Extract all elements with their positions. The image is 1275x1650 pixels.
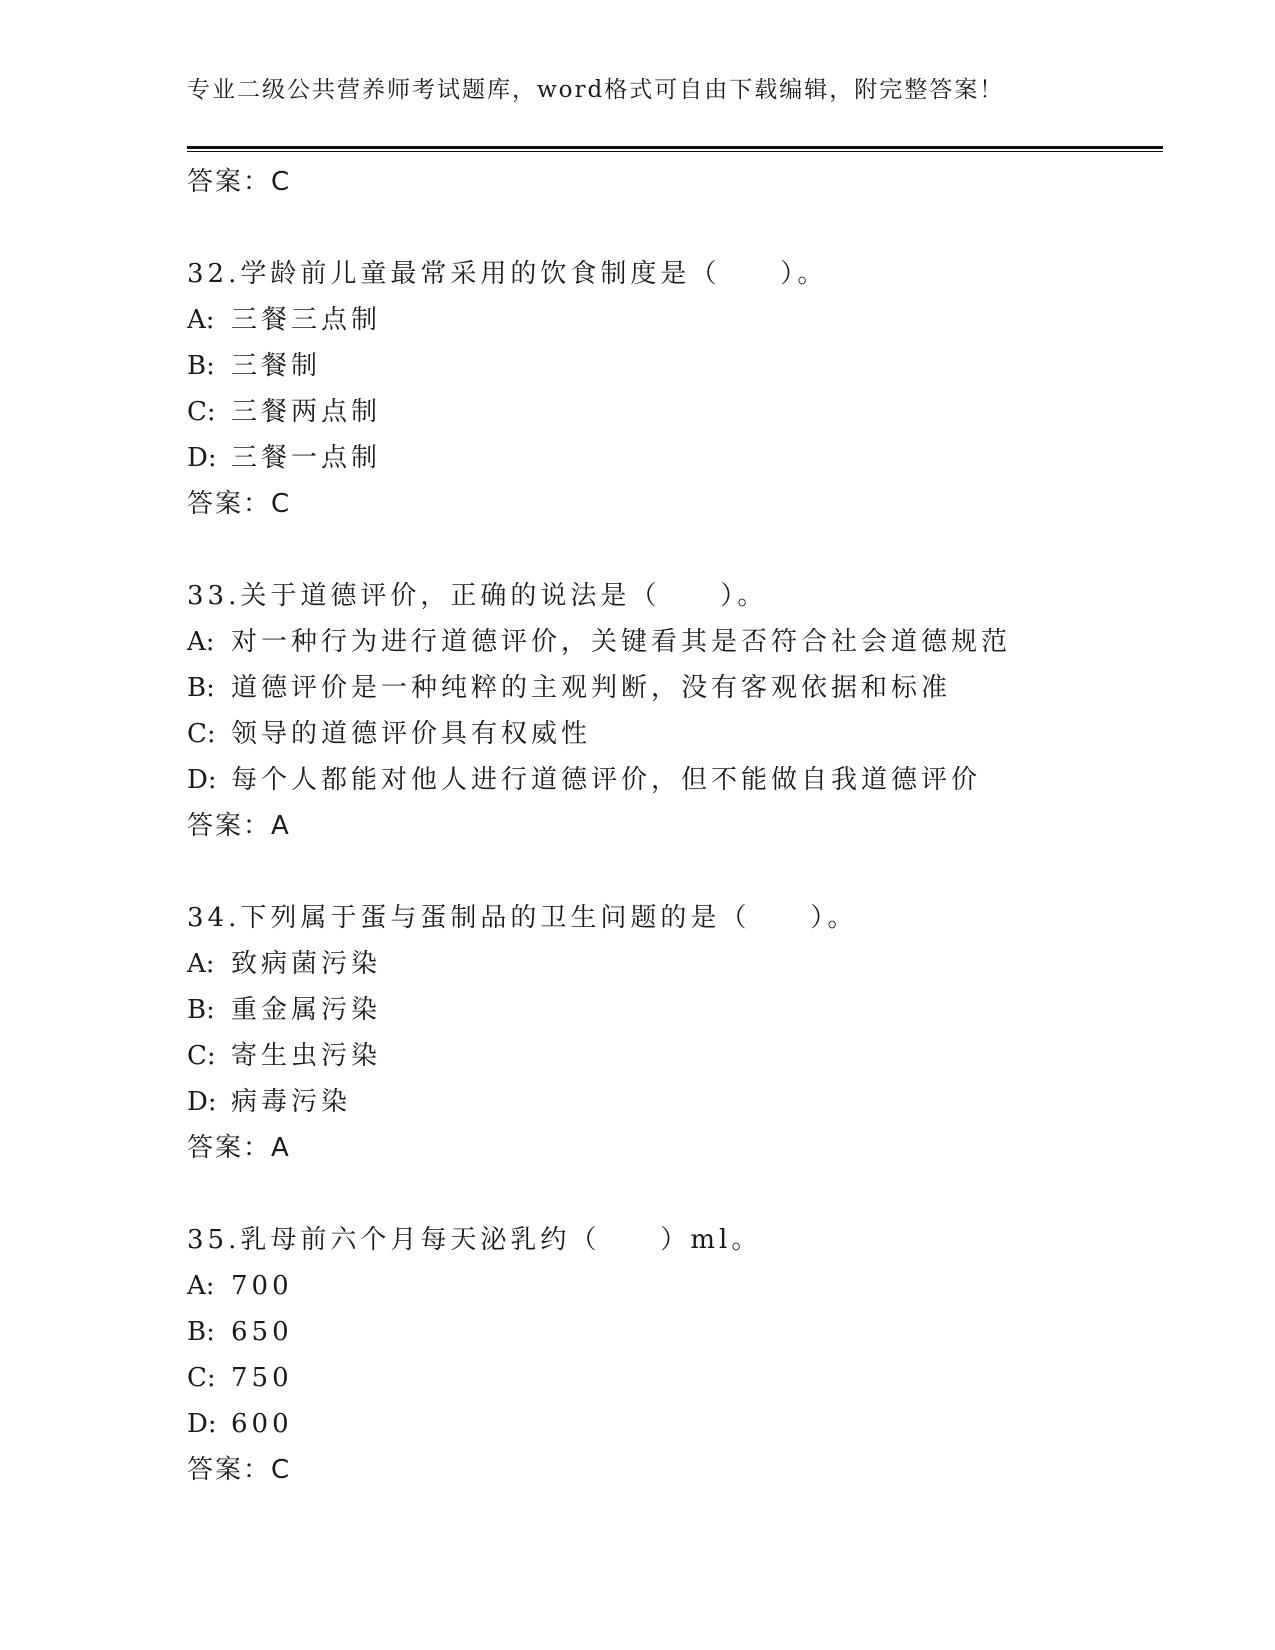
option-label: D:	[187, 1409, 217, 1439]
option-label: B:	[187, 995, 215, 1025]
option-label: D:	[187, 443, 217, 473]
option-text: 每个人都能对他人进行道德评价，但不能做自我道德评价	[231, 765, 982, 795]
option-label: D:	[187, 765, 217, 795]
question-stem: 32.学龄前儿童最常采用的饮食制度是（ ）。	[187, 259, 828, 289]
answer-line: 答案：A	[187, 811, 291, 841]
option-d	[187, 757, 1167, 803]
option-c	[187, 711, 1167, 757]
option-text: 重金属污染	[231, 995, 382, 1025]
option-text: 650	[231, 1317, 293, 1347]
option-a	[187, 297, 1167, 343]
answer-line: 答案：C	[187, 489, 292, 519]
document-body	[187, 159, 1167, 1493]
spacer	[187, 527, 1167, 573]
option-label: D:	[187, 1087, 217, 1117]
spacer	[187, 205, 1167, 251]
option-text: 致病菌污染	[231, 949, 382, 979]
page-header: 专业二级公共营养师考试题库，word格式可自由下载编辑，附完整答案！	[187, 77, 1005, 103]
option-text: 三餐三点制	[231, 305, 382, 335]
option-c	[187, 1033, 1167, 1079]
option-text: 寄生虫污染	[231, 1041, 382, 1071]
option-d	[187, 435, 1167, 481]
option-d	[187, 1079, 1167, 1125]
option-text: 三餐制	[231, 351, 322, 381]
option-label: B:	[187, 351, 215, 381]
option-text: 三餐一点制	[231, 443, 382, 473]
option-label: A:	[187, 949, 215, 979]
question-stem: 35.乳母前六个月每天泌乳约（ ）ml。	[187, 1225, 762, 1255]
spacer	[187, 849, 1167, 895]
header-rule	[187, 146, 1163, 149]
question-block	[187, 573, 1167, 849]
option-b	[187, 987, 1167, 1033]
option-b	[187, 665, 1167, 711]
answer-line: 答案：C	[187, 1455, 292, 1485]
option-text: 600	[231, 1409, 293, 1439]
option-label: C:	[187, 1041, 216, 1071]
option-text: 领导的道德评价具有权威性	[231, 719, 592, 749]
answer-line: 答案：A	[187, 1133, 291, 1163]
option-label: B:	[187, 673, 215, 703]
option-b	[187, 343, 1167, 389]
question-stem: 33.关于道德评价，正确的说法是（ ）。	[187, 581, 768, 611]
answer-line: 答案：C	[187, 167, 292, 197]
option-label: C:	[187, 397, 216, 427]
option-label: A:	[187, 627, 215, 657]
question-block	[187, 1217, 1167, 1493]
option-text: 三餐两点制	[231, 397, 382, 427]
option-label: C:	[187, 1363, 216, 1393]
option-c	[187, 389, 1167, 435]
question-block	[187, 895, 1167, 1171]
option-a	[187, 1263, 1167, 1309]
option-text: 道德评价是一种纯粹的主观判断，没有客观依据和标准	[231, 673, 952, 703]
option-text: 700	[231, 1271, 293, 1301]
option-c	[187, 1355, 1167, 1401]
option-label: C:	[187, 719, 216, 749]
question-block	[187, 251, 1167, 527]
option-label: A:	[187, 305, 215, 335]
option-label: B:	[187, 1317, 215, 1347]
option-text: 病毒污染	[231, 1087, 352, 1117]
option-d	[187, 1401, 1167, 1447]
option-a	[187, 619, 1167, 665]
option-text: 对一种行为进行道德评价，关键看其是否符合社会道德规范	[231, 627, 1012, 657]
option-label: A:	[187, 1271, 215, 1301]
option-b	[187, 1309, 1167, 1355]
option-text: 750	[231, 1363, 293, 1393]
question-stem: 34.下列属于蛋与蛋制品的卫生问题的是（ ）。	[187, 903, 858, 933]
option-a	[187, 941, 1167, 987]
spacer	[187, 1171, 1167, 1217]
header-rule-thin	[187, 151, 1163, 152]
